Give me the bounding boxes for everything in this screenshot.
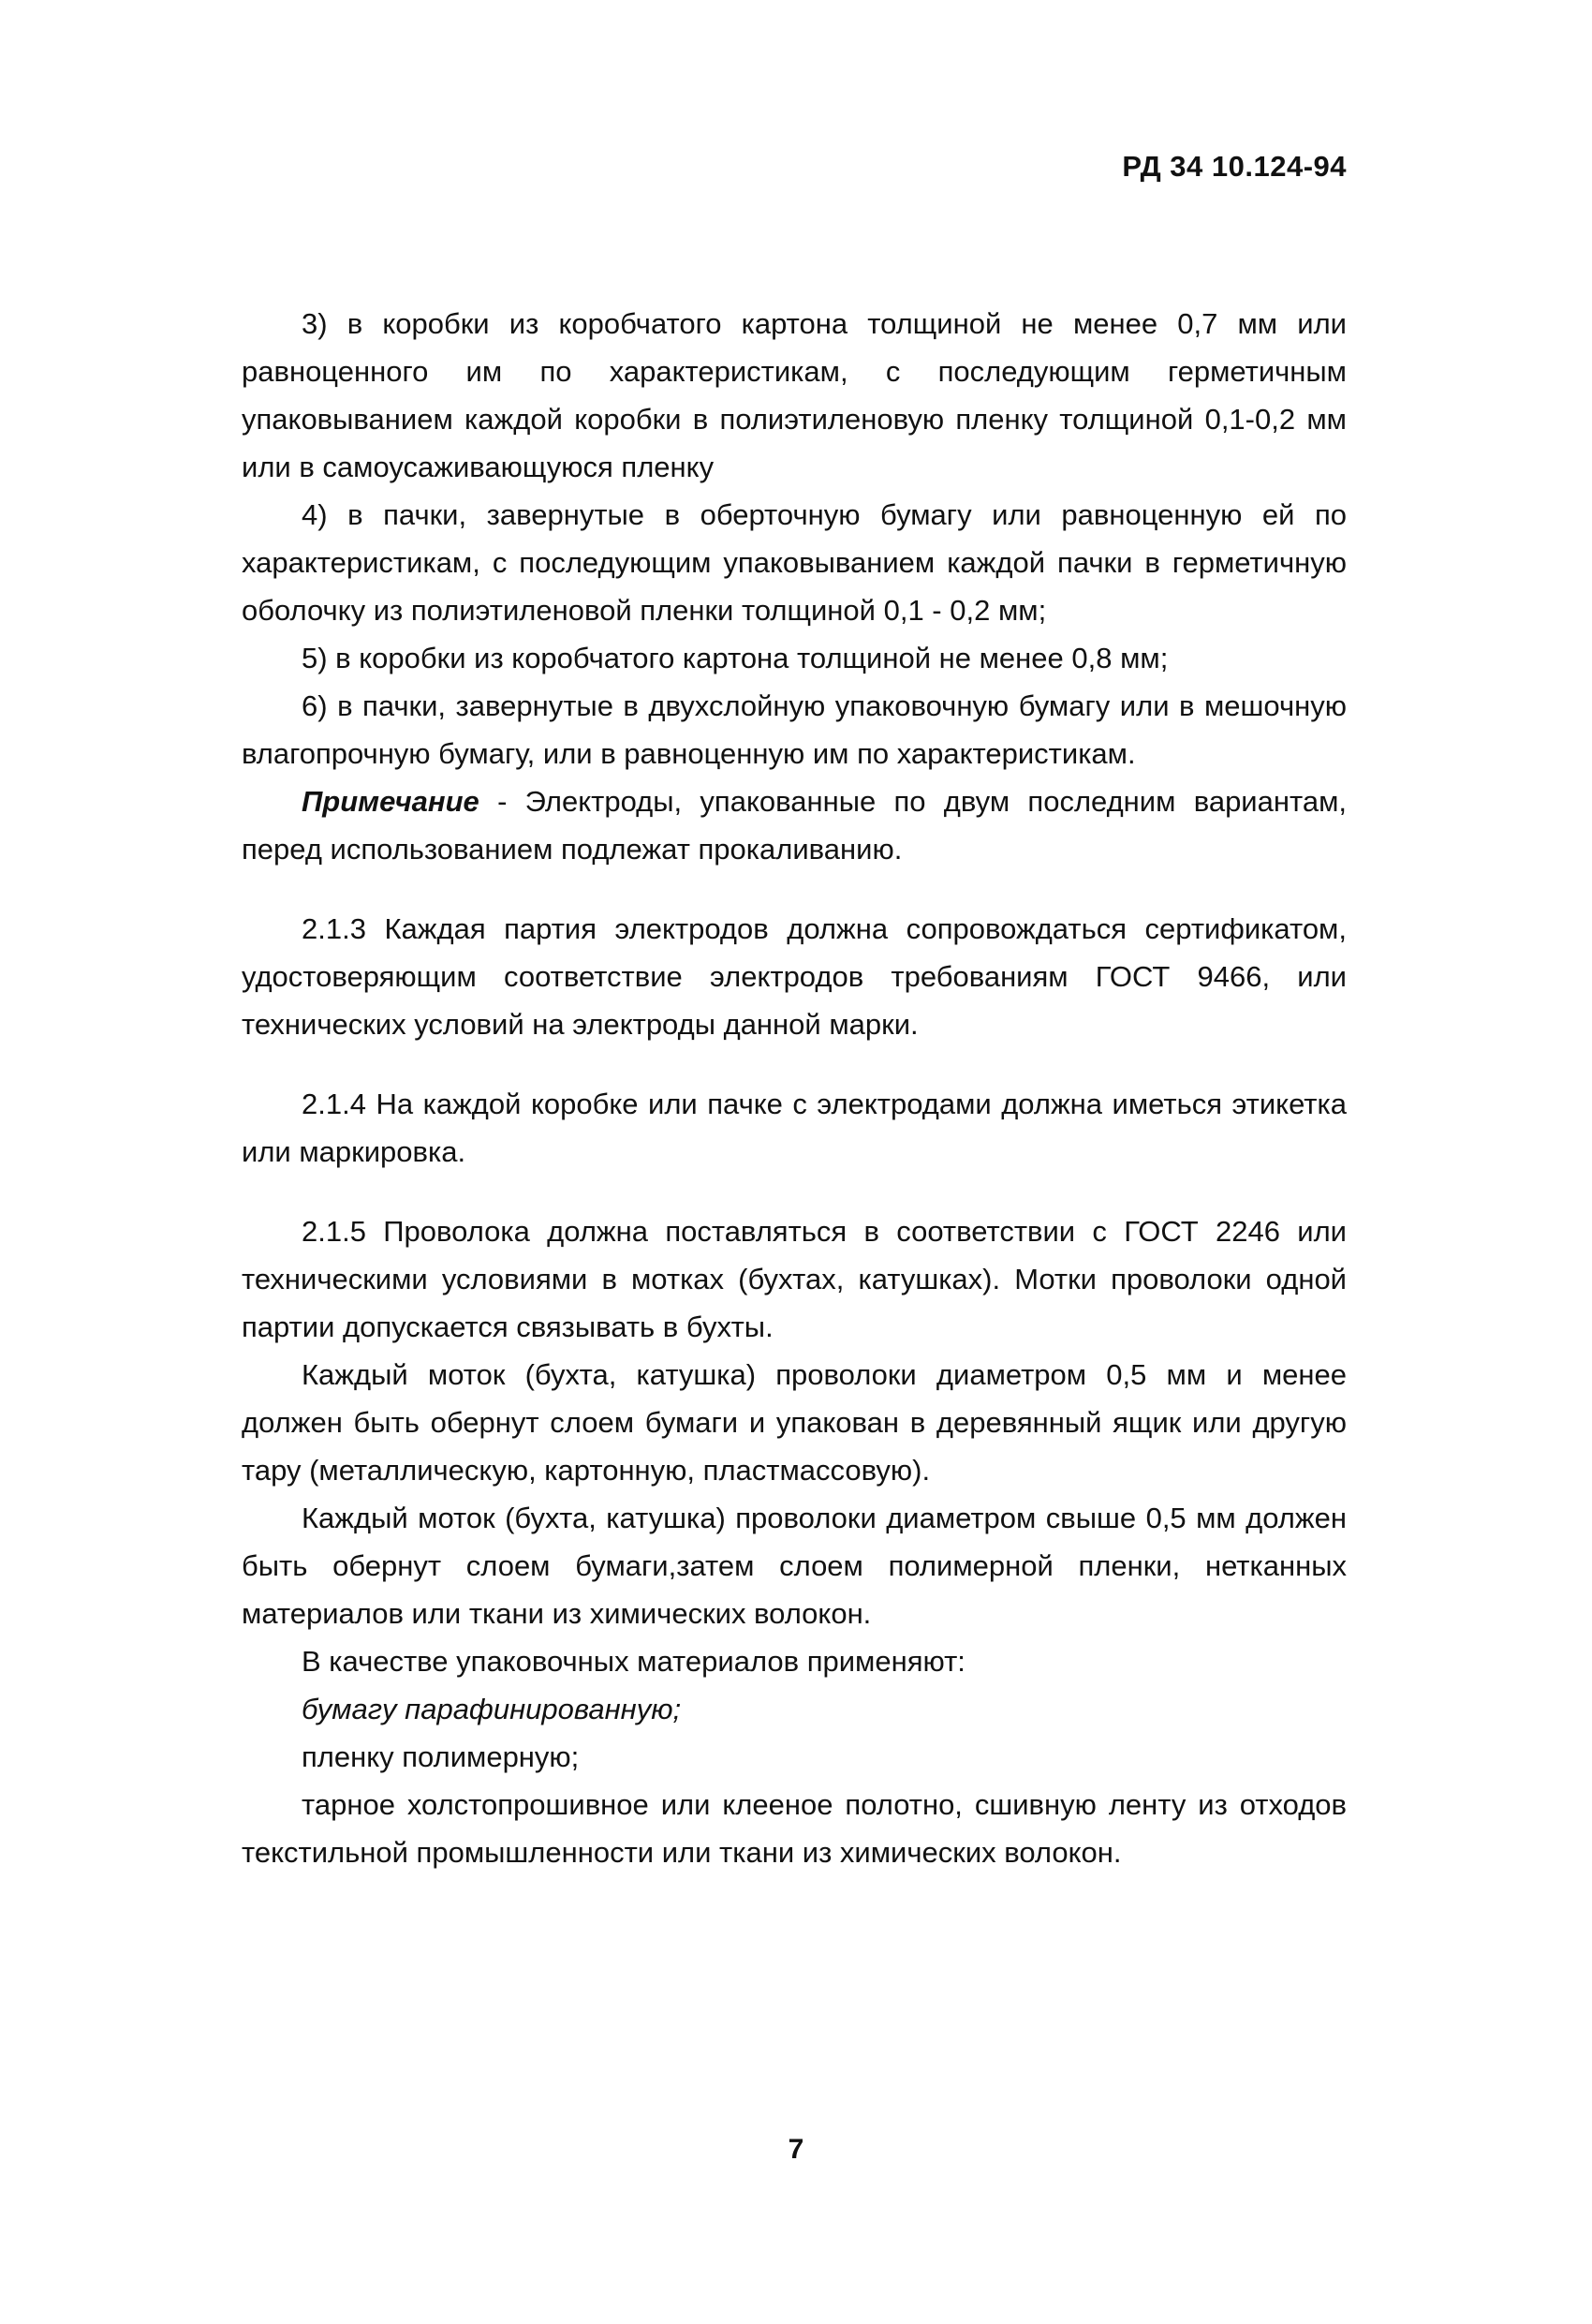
packaging-note xyxy=(242,777,1347,873)
packaging-option-6: 6) в пачки, завернутые в двухслойную упаковочную бумагу или в мешочную влагопрочную бумагу, или в равноценную им по характеристикам. xyxy=(242,689,1347,770)
packaging-option-4: 4) в пачки, завернутые в оберточную бумагу или равноценную ей по характеристикам, с последующим упаковыванием каждой пачки в герметичную оболочку из полиэтиленовой пленки толщиной 0,1 - 0,2 мм; xyxy=(242,498,1347,627)
packaging-materials-intro: В качестве упаковочных материалов применяют: xyxy=(302,1645,966,1678)
packaging-option-3: 3) в коробки из коробчатого картона толщиной не менее 0,7 мм или равноценного им по характеристикам, с последующим герметичным упаковыванием каждой коробки в полиэтиленовую пленку толщиной 0,1-0,2 мм или в самоусаживающуюся пленку xyxy=(242,307,1347,483)
page-number: 7 xyxy=(788,2134,804,2165)
document-code: РД 34 10.124-94 xyxy=(1122,150,1347,183)
section-2-1-5: 2.1.5 Проволока должна поставляться в соответствии с ГОСТ 2246 или техническими условиями в мотках (бухтах, катушках). Мотки проволоки одной партии допускается связывать в бухты. xyxy=(242,1215,1347,1343)
packaging-material-cloth: тарное холстопрошивное или клееное полотно, сшивную ленту из отходов текстильной промышленности или ткани из химических волокон. xyxy=(242,1788,1347,1869)
section-2-1-4: 2.1.4 На каждой коробке или пачке с электродами должна иметься этикетка или маркировка. xyxy=(242,1088,1347,1168)
packaging-option-5: 5) в коробки из коробчатого картона толщиной не менее 0,8 мм; xyxy=(302,642,1169,674)
coil-small-diameter-paragraph: Каждый моток (бухта, катушка) проволоки диаметром 0,5 мм и менее должен быть обернут слоем бумаги и упакован в деревянный ящик или другую тару (металлическую, картонную, пластмассовую). xyxy=(242,1358,1347,1487)
coil-large-diameter-paragraph: Каждый моток (бухта, катушка) проволоки диаметром свыше 0,5 мм должен быть обернут слоем бумаги,затем слоем полимерной пленки, нетканных материалов или ткани из химических волокон. xyxy=(242,1502,1347,1630)
note-text: - Электроды, упакованные по двум последним вариантам, перед использованием подлежат прокаливанию. xyxy=(242,785,1347,866)
section-2-1-3: 2.1.3 Каждая партия электродов должна сопровождаться сертификатом, удостоверяющим соответствие электродов требованиям ГОСТ 9466, или технических условий на электроды данной марки. xyxy=(242,912,1347,1041)
packaging-material-film: пленку полимерную; xyxy=(302,1740,580,1773)
note-label: Примечание xyxy=(302,785,479,818)
document-body xyxy=(242,300,1347,1876)
packaging-material-paper: бумагу парафинированную; xyxy=(302,1693,682,1725)
